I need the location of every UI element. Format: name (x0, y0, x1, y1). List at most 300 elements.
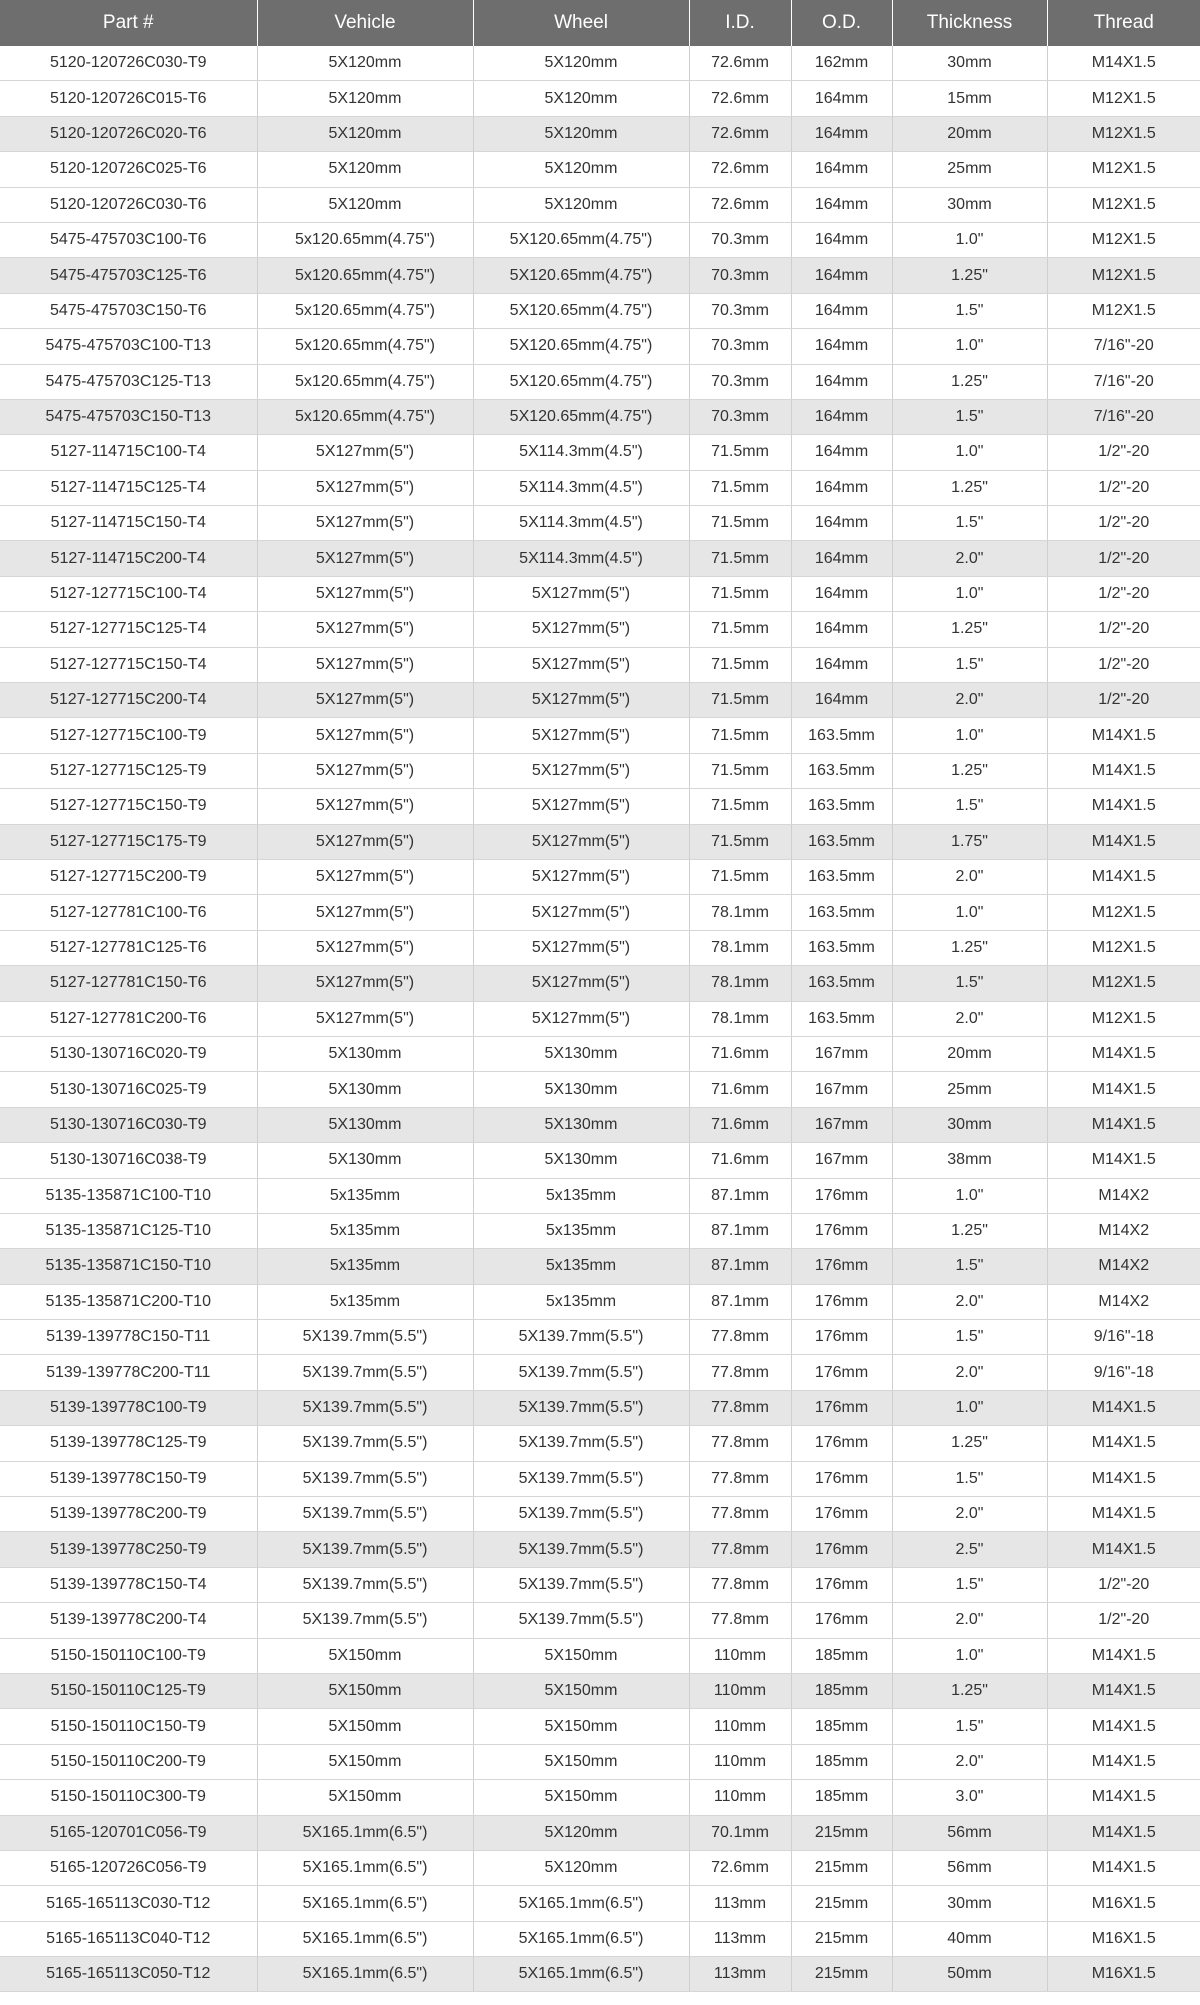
cell-thickness: 1.25" (892, 930, 1047, 965)
cell-wheel: 5x135mm (473, 1178, 689, 1213)
cell-part-number: 5475-475703C150-T6 (0, 293, 257, 328)
table-row (0, 1355, 1200, 1390)
cell-wheel: 5X150mm (473, 1638, 689, 1673)
cell-thread: M12X1.5 (1047, 1001, 1200, 1036)
table-row (0, 435, 1200, 470)
cell-outer-diameter: 164mm (791, 187, 892, 222)
cell-thickness: 1.25" (892, 258, 1047, 293)
cell-part-number: 5127-127781C100-T6 (0, 895, 257, 930)
cell-thickness: 30mm (892, 187, 1047, 222)
cell-vehicle: 5X165.1mm(6.5") (257, 1921, 473, 1956)
cell-part-number: 5127-127715C125-T9 (0, 753, 257, 788)
cell-outer-diameter: 164mm (791, 152, 892, 187)
cell-outer-diameter: 163.5mm (791, 824, 892, 859)
cell-thickness: 2.0" (892, 1355, 1047, 1390)
cell-thickness: 40mm (892, 1921, 1047, 1956)
cell-thread: M14X1.5 (1047, 1709, 1200, 1744)
cell-thread: 1/2"-20 (1047, 576, 1200, 611)
cell-vehicle: 5X165.1mm(6.5") (257, 1957, 473, 1992)
cell-wheel: 5X150mm (473, 1744, 689, 1779)
cell-inner-diameter: 87.1mm (689, 1284, 791, 1319)
cell-thickness: 1.0" (892, 718, 1047, 753)
cell-outer-diameter: 164mm (791, 612, 892, 647)
cell-part-number: 5475-475703C125-T6 (0, 258, 257, 293)
cell-part-number: 5120-120726C030-T9 (0, 46, 257, 81)
cell-inner-diameter: 87.1mm (689, 1213, 791, 1248)
cell-thread: M14X1.5 (1047, 1036, 1200, 1071)
cell-vehicle: 5X127mm(5") (257, 859, 473, 894)
cell-outer-diameter: 164mm (791, 576, 892, 611)
cell-part-number: 5135-135871C100-T10 (0, 1178, 257, 1213)
table-row (0, 1001, 1200, 1036)
cell-inner-diameter: 71.6mm (689, 1107, 791, 1142)
cell-outer-diameter: 164mm (791, 683, 892, 718)
cell-outer-diameter: 164mm (791, 116, 892, 151)
cell-thread: M14X1.5 (1047, 789, 1200, 824)
cell-thread: M16X1.5 (1047, 1886, 1200, 1921)
cell-thickness: 20mm (892, 116, 1047, 151)
table-row (0, 753, 1200, 788)
table-row (0, 1072, 1200, 1107)
cell-inner-diameter: 71.5mm (689, 753, 791, 788)
cell-part-number: 5120-120726C015-T6 (0, 81, 257, 116)
cell-wheel: 5x135mm (473, 1249, 689, 1284)
table-row (0, 1709, 1200, 1744)
table-row (0, 1426, 1200, 1461)
cell-outer-diameter: 164mm (791, 329, 892, 364)
cell-vehicle: 5X150mm (257, 1709, 473, 1744)
table-row (0, 1213, 1200, 1248)
cell-vehicle: 5X127mm(5") (257, 1001, 473, 1036)
cell-inner-diameter: 71.5mm (689, 470, 791, 505)
cell-vehicle: 5X139.7mm(5.5") (257, 1532, 473, 1567)
cell-thickness: 2.0" (892, 1744, 1047, 1779)
cell-part-number: 5139-139778C200-T4 (0, 1603, 257, 1638)
table-row (0, 1284, 1200, 1319)
cell-outer-diameter: 164mm (791, 541, 892, 576)
table-row (0, 364, 1200, 399)
cell-part-number: 5135-135871C200-T10 (0, 1284, 257, 1319)
table-row (0, 1673, 1200, 1708)
cell-inner-diameter: 77.8mm (689, 1567, 791, 1602)
cell-vehicle: 5x120.65mm(4.75") (257, 293, 473, 328)
cell-wheel: 5X120.65mm(4.75") (473, 364, 689, 399)
cell-inner-diameter: 72.6mm (689, 152, 791, 187)
cell-thread: 1/2"-20 (1047, 612, 1200, 647)
cell-outer-diameter: 163.5mm (791, 930, 892, 965)
table-row (0, 470, 1200, 505)
table-row (0, 1886, 1200, 1921)
table-row (0, 506, 1200, 541)
cell-vehicle: 5X127mm(5") (257, 753, 473, 788)
cell-outer-diameter: 176mm (791, 1603, 892, 1638)
cell-vehicle: 5X139.7mm(5.5") (257, 1497, 473, 1532)
table-row (0, 647, 1200, 682)
cell-vehicle: 5x120.65mm(4.75") (257, 364, 473, 399)
cell-wheel: 5X114.3mm(4.5") (473, 541, 689, 576)
cell-wheel: 5X130mm (473, 1036, 689, 1071)
cell-thread: M14X1.5 (1047, 1461, 1200, 1496)
cell-inner-diameter: 72.6mm (689, 116, 791, 151)
cell-outer-diameter: 176mm (791, 1320, 892, 1355)
cell-part-number: 5130-130716C020-T9 (0, 1036, 257, 1071)
table-row (0, 1107, 1200, 1142)
cell-wheel: 5X139.7mm(5.5") (473, 1320, 689, 1355)
cell-vehicle: 5X127mm(5") (257, 470, 473, 505)
cell-thread: M14X1.5 (1047, 1815, 1200, 1850)
cell-part-number: 5165-165113C040-T12 (0, 1921, 257, 1956)
cell-thickness: 20mm (892, 1036, 1047, 1071)
cell-outer-diameter: 164mm (791, 470, 892, 505)
cell-vehicle: 5X130mm (257, 1072, 473, 1107)
cell-thread: M12X1.5 (1047, 258, 1200, 293)
cell-thread: 1/2"-20 (1047, 470, 1200, 505)
cell-wheel: 5X120mm (473, 1815, 689, 1850)
cell-wheel: 5x135mm (473, 1284, 689, 1319)
cell-inner-diameter: 110mm (689, 1673, 791, 1708)
cell-thickness: 1.25" (892, 470, 1047, 505)
cell-wheel: 5X114.3mm(4.5") (473, 435, 689, 470)
cell-vehicle: 5X165.1mm(6.5") (257, 1886, 473, 1921)
cell-wheel: 5X127mm(5") (473, 789, 689, 824)
table-row (0, 116, 1200, 151)
cell-part-number: 5150-150110C150-T9 (0, 1709, 257, 1744)
header-thickness: Thickness (892, 0, 1047, 46)
cell-thread: 1/2"-20 (1047, 647, 1200, 682)
cell-wheel: 5X127mm(5") (473, 930, 689, 965)
cell-vehicle: 5X127mm(5") (257, 541, 473, 576)
cell-inner-diameter: 110mm (689, 1638, 791, 1673)
table-row (0, 293, 1200, 328)
table-row (0, 541, 1200, 576)
cell-thickness: 56mm (892, 1850, 1047, 1885)
cell-inner-diameter: 77.8mm (689, 1390, 791, 1425)
cell-vehicle: 5X120mm (257, 187, 473, 222)
table-row (0, 1320, 1200, 1355)
table-row (0, 152, 1200, 187)
table-row (0, 399, 1200, 434)
cell-thread: M14X1.5 (1047, 1673, 1200, 1708)
cell-outer-diameter: 163.5mm (791, 718, 892, 753)
cell-part-number: 5165-165113C050-T12 (0, 1957, 257, 1992)
cell-vehicle: 5X130mm (257, 1036, 473, 1071)
cell-wheel: 5X139.7mm(5.5") (473, 1603, 689, 1638)
cell-vehicle: 5X127mm(5") (257, 612, 473, 647)
cell-thickness: 1.75" (892, 824, 1047, 859)
table-row (0, 187, 1200, 222)
cell-part-number: 5120-120726C025-T6 (0, 152, 257, 187)
cell-thread: M14X2 (1047, 1249, 1200, 1284)
cell-inner-diameter: 70.3mm (689, 329, 791, 364)
cell-thickness: 1.0" (892, 1638, 1047, 1673)
cell-outer-diameter: 215mm (791, 1850, 892, 1885)
cell-thickness: 3.0" (892, 1780, 1047, 1815)
header-wheel: Wheel (473, 0, 689, 46)
table-row (0, 824, 1200, 859)
cell-thickness: 1.0" (892, 1178, 1047, 1213)
header-thread: Thread (1047, 0, 1200, 46)
cell-vehicle: 5X120mm (257, 116, 473, 151)
cell-thread: M14X1.5 (1047, 859, 1200, 894)
cell-thickness: 1.25" (892, 1673, 1047, 1708)
cell-thickness: 1.0" (892, 435, 1047, 470)
cell-outer-diameter: 167mm (791, 1072, 892, 1107)
cell-vehicle: 5X127mm(5") (257, 789, 473, 824)
cell-vehicle: 5X150mm (257, 1744, 473, 1779)
cell-thickness: 1.0" (892, 895, 1047, 930)
cell-thread: M12X1.5 (1047, 930, 1200, 965)
cell-outer-diameter: 185mm (791, 1709, 892, 1744)
cell-vehicle: 5x135mm (257, 1284, 473, 1319)
cell-thickness: 1.25" (892, 364, 1047, 399)
table-row (0, 1178, 1200, 1213)
cell-part-number: 5127-127781C200-T6 (0, 1001, 257, 1036)
cell-thickness: 1.0" (892, 329, 1047, 364)
cell-inner-diameter: 87.1mm (689, 1249, 791, 1284)
cell-thickness: 56mm (892, 1815, 1047, 1850)
cell-vehicle: 5X130mm (257, 1143, 473, 1178)
cell-part-number: 5139-139778C200-T11 (0, 1355, 257, 1390)
cell-thread: M14X2 (1047, 1178, 1200, 1213)
cell-wheel: 5X127mm(5") (473, 859, 689, 894)
cell-part-number: 5139-139778C150-T11 (0, 1320, 257, 1355)
cell-thread: 7/16"-20 (1047, 329, 1200, 364)
cell-outer-diameter: 163.5mm (791, 789, 892, 824)
cell-vehicle: 5x135mm (257, 1213, 473, 1248)
table-row (0, 1036, 1200, 1071)
cell-wheel: 5X127mm(5") (473, 895, 689, 930)
cell-inner-diameter: 77.8mm (689, 1603, 791, 1638)
cell-thickness: 1.5" (892, 1320, 1047, 1355)
cell-vehicle: 5X127mm(5") (257, 576, 473, 611)
table-row (0, 930, 1200, 965)
cell-wheel: 5X127mm(5") (473, 647, 689, 682)
cell-thread: M14X1.5 (1047, 753, 1200, 788)
cell-thickness: 1.5" (892, 1461, 1047, 1496)
cell-outer-diameter: 164mm (791, 647, 892, 682)
cell-part-number: 5127-127781C150-T6 (0, 966, 257, 1001)
cell-thread: M14X1.5 (1047, 1107, 1200, 1142)
cell-inner-diameter: 71.5mm (689, 683, 791, 718)
table-row (0, 1744, 1200, 1779)
cell-inner-diameter: 110mm (689, 1744, 791, 1779)
cell-wheel: 5X165.1mm(6.5") (473, 1886, 689, 1921)
table-row (0, 612, 1200, 647)
cell-thread: M12X1.5 (1047, 222, 1200, 257)
table-row (0, 789, 1200, 824)
cell-thread: M12X1.5 (1047, 116, 1200, 151)
cell-part-number: 5139-139778C150-T4 (0, 1567, 257, 1602)
cell-wheel: 5X127mm(5") (473, 576, 689, 611)
cell-thickness: 1.5" (892, 647, 1047, 682)
cell-outer-diameter: 215mm (791, 1957, 892, 1992)
cell-vehicle: 5X139.7mm(5.5") (257, 1603, 473, 1638)
cell-inner-diameter: 70.3mm (689, 222, 791, 257)
table-row (0, 1461, 1200, 1496)
cell-wheel: 5X130mm (473, 1143, 689, 1178)
cell-inner-diameter: 71.5mm (689, 541, 791, 576)
cell-thread: 9/16"-18 (1047, 1355, 1200, 1390)
table-row (0, 859, 1200, 894)
cell-inner-diameter: 71.5mm (689, 859, 791, 894)
cell-wheel: 5X165.1mm(6.5") (473, 1921, 689, 1956)
cell-thread: M14X1.5 (1047, 1780, 1200, 1815)
cell-thread: 7/16"-20 (1047, 399, 1200, 434)
cell-outer-diameter: 164mm (791, 293, 892, 328)
cell-thickness: 2.0" (892, 1603, 1047, 1638)
cell-thickness: 1.25" (892, 612, 1047, 647)
cell-thread: M14X1.5 (1047, 1744, 1200, 1779)
cell-inner-diameter: 71.5mm (689, 824, 791, 859)
cell-vehicle: 5X150mm (257, 1638, 473, 1673)
cell-inner-diameter: 78.1mm (689, 895, 791, 930)
cell-part-number: 5127-127715C125-T4 (0, 612, 257, 647)
table-row (0, 1567, 1200, 1602)
cell-part-number: 5165-120726C056-T9 (0, 1850, 257, 1885)
cell-outer-diameter: 176mm (791, 1497, 892, 1532)
cell-inner-diameter: 71.6mm (689, 1072, 791, 1107)
cell-thickness: 2.0" (892, 1001, 1047, 1036)
cell-thickness: 25mm (892, 152, 1047, 187)
cell-inner-diameter: 71.6mm (689, 1036, 791, 1071)
cell-part-number: 5150-150110C100-T9 (0, 1638, 257, 1673)
cell-thickness: 2.0" (892, 1284, 1047, 1319)
cell-outer-diameter: 164mm (791, 364, 892, 399)
cell-inner-diameter: 113mm (689, 1921, 791, 1956)
cell-thickness: 30mm (892, 46, 1047, 81)
cell-inner-diameter: 71.5mm (689, 718, 791, 753)
cell-wheel: 5X120mm (473, 81, 689, 116)
cell-wheel: 5X127mm(5") (473, 612, 689, 647)
cell-inner-diameter: 71.5mm (689, 789, 791, 824)
cell-thickness: 30mm (892, 1886, 1047, 1921)
cell-thickness: 1.25" (892, 1426, 1047, 1461)
table-row (0, 329, 1200, 364)
table-row (0, 1921, 1200, 1956)
cell-outer-diameter: 164mm (791, 258, 892, 293)
cell-wheel: 5X114.3mm(4.5") (473, 470, 689, 505)
cell-outer-diameter: 163.5mm (791, 1001, 892, 1036)
cell-wheel: 5X130mm (473, 1072, 689, 1107)
cell-inner-diameter: 113mm (689, 1957, 791, 1992)
table-row (0, 1249, 1200, 1284)
cell-outer-diameter: 163.5mm (791, 895, 892, 930)
cell-wheel: 5X120.65mm(4.75") (473, 222, 689, 257)
cell-thread: M14X1.5 (1047, 1143, 1200, 1178)
cell-outer-diameter: 164mm (791, 81, 892, 116)
cell-vehicle: 5X139.7mm(5.5") (257, 1461, 473, 1496)
cell-wheel: 5X120mm (473, 116, 689, 151)
cell-inner-diameter: 70.3mm (689, 364, 791, 399)
cell-vehicle: 5X139.7mm(5.5") (257, 1355, 473, 1390)
cell-thread: M12X1.5 (1047, 187, 1200, 222)
cell-wheel: 5X139.7mm(5.5") (473, 1461, 689, 1496)
cell-vehicle: 5x120.65mm(4.75") (257, 258, 473, 293)
cell-outer-diameter: 185mm (791, 1638, 892, 1673)
cell-thickness: 1.5" (892, 506, 1047, 541)
cell-outer-diameter: 215mm (791, 1815, 892, 1850)
cell-vehicle: 5X150mm (257, 1780, 473, 1815)
cell-thickness: 1.5" (892, 789, 1047, 824)
cell-inner-diameter: 78.1mm (689, 966, 791, 1001)
cell-part-number: 5475-475703C100-T13 (0, 329, 257, 364)
cell-outer-diameter: 185mm (791, 1780, 892, 1815)
table-row (0, 1815, 1200, 1850)
cell-wheel: 5X120mm (473, 152, 689, 187)
cell-part-number: 5130-130716C038-T9 (0, 1143, 257, 1178)
cell-inner-diameter: 110mm (689, 1780, 791, 1815)
table-row (0, 1780, 1200, 1815)
cell-vehicle: 5X165.1mm(6.5") (257, 1815, 473, 1850)
cell-part-number: 5127-127781C125-T6 (0, 930, 257, 965)
cell-vehicle: 5x120.65mm(4.75") (257, 399, 473, 434)
cell-part-number: 5150-150110C200-T9 (0, 1744, 257, 1779)
cell-wheel: 5X127mm(5") (473, 824, 689, 859)
cell-wheel: 5X120.65mm(4.75") (473, 258, 689, 293)
cell-part-number: 5127-127715C200-T4 (0, 683, 257, 718)
cell-thickness: 2.0" (892, 683, 1047, 718)
cell-inner-diameter: 77.8mm (689, 1461, 791, 1496)
cell-wheel: 5X120.65mm(4.75") (473, 329, 689, 364)
cell-wheel: 5X120mm (473, 46, 689, 81)
cell-part-number: 5139-139778C100-T9 (0, 1390, 257, 1425)
cell-thread: 1/2"-20 (1047, 435, 1200, 470)
cell-part-number: 5150-150110C300-T9 (0, 1780, 257, 1815)
cell-vehicle: 5X127mm(5") (257, 895, 473, 930)
cell-thread: M12X1.5 (1047, 152, 1200, 187)
cell-inner-diameter: 78.1mm (689, 1001, 791, 1036)
cell-part-number: 5127-127715C100-T4 (0, 576, 257, 611)
header-inner-diameter: I.D. (689, 0, 791, 46)
cell-wheel: 5X165.1mm(6.5") (473, 1957, 689, 1992)
cell-inner-diameter: 71.5mm (689, 647, 791, 682)
cell-inner-diameter: 72.6mm (689, 187, 791, 222)
cell-vehicle: 5X165.1mm(6.5") (257, 1850, 473, 1885)
cell-thread: M12X1.5 (1047, 81, 1200, 116)
cell-inner-diameter: 70.3mm (689, 258, 791, 293)
cell-inner-diameter: 72.6mm (689, 46, 791, 81)
cell-thread: M16X1.5 (1047, 1957, 1200, 1992)
cell-wheel: 5X150mm (473, 1709, 689, 1744)
cell-inner-diameter: 87.1mm (689, 1178, 791, 1213)
cell-inner-diameter: 72.6mm (689, 1850, 791, 1885)
cell-part-number: 5127-114715C100-T4 (0, 435, 257, 470)
cell-wheel: 5X127mm(5") (473, 966, 689, 1001)
cell-inner-diameter: 77.8mm (689, 1532, 791, 1567)
cell-part-number: 5139-139778C150-T9 (0, 1461, 257, 1496)
table-row (0, 683, 1200, 718)
cell-thickness: 15mm (892, 81, 1047, 116)
cell-wheel: 5X120mm (473, 1850, 689, 1885)
cell-part-number: 5120-120726C030-T6 (0, 187, 257, 222)
cell-part-number: 5130-130716C025-T9 (0, 1072, 257, 1107)
cell-thread: M14X2 (1047, 1284, 1200, 1319)
cell-wheel: 5X139.7mm(5.5") (473, 1390, 689, 1425)
cell-inner-diameter: 70.3mm (689, 399, 791, 434)
cell-part-number: 5120-120726C020-T6 (0, 116, 257, 151)
cell-inner-diameter: 78.1mm (689, 930, 791, 965)
table-row (0, 1497, 1200, 1532)
cell-inner-diameter: 71.5mm (689, 612, 791, 647)
cell-vehicle: 5X127mm(5") (257, 647, 473, 682)
cell-thread: M14X1.5 (1047, 1426, 1200, 1461)
cell-part-number: 5135-135871C150-T10 (0, 1249, 257, 1284)
cell-outer-diameter: 164mm (791, 222, 892, 257)
cell-wheel: 5x135mm (473, 1213, 689, 1248)
cell-wheel: 5X139.7mm(5.5") (473, 1532, 689, 1567)
table-row (0, 46, 1200, 81)
cell-outer-diameter: 164mm (791, 399, 892, 434)
